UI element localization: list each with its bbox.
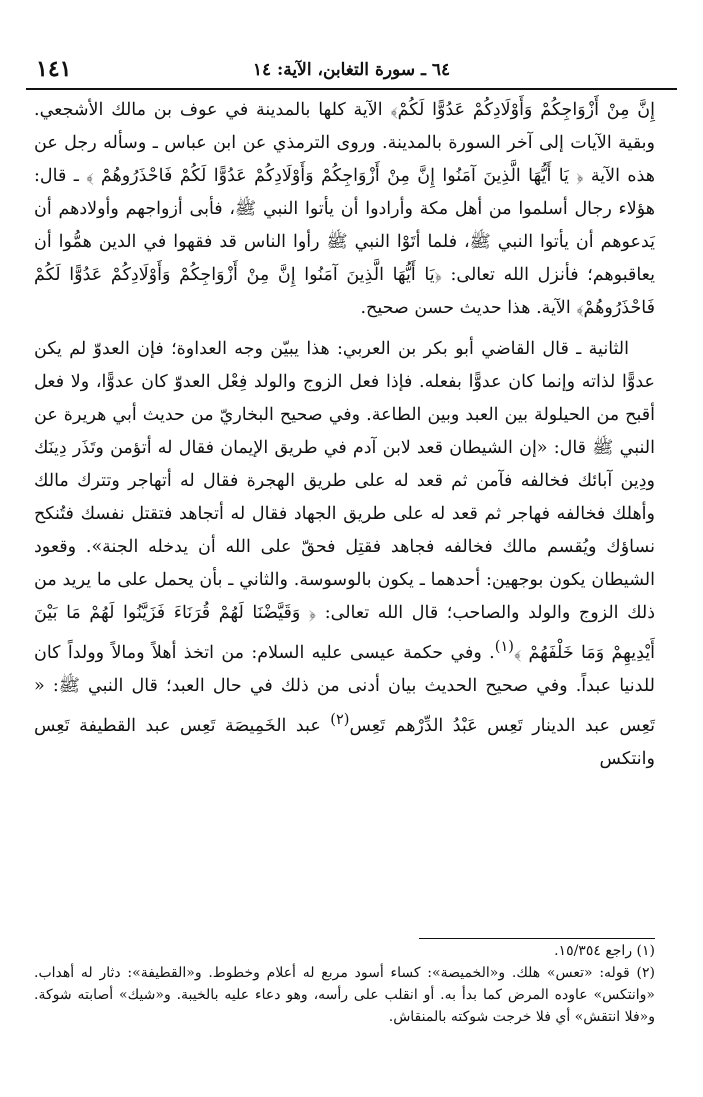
paragraph-2-end: عبد الخَمِيصَة تَعِس عبد القطيفة تَعِس وانتكس <box>34 715 655 769</box>
paragraph-2-continued: . وفي حكمة عيسى عليه السلام: من اتخذ أهلاً ومالاً وولداً كان للدنيا عبداً. وفي صحيح الحديث بيان أدنى من ذلك في حال العبد؛ قال النبي ﷺ: « تَعِس عبد الدينار تَعِس عَبْدُ الدِّرْهم تَعِس <box>34 642 655 736</box>
page-number: ١٤١ <box>36 56 72 82</box>
paragraph-2-text: الثانية ـ قال القاضي أبو بكر بن العربي: هذا يبيّن وجه العداوة؛ فإن العدوّ لم يكن عدوًّا لذاته وإنما كان عدوًّا بفعله. فإذا فعل الزوج والولد فِعْل العدوّ كان عدوًّا، ولا فعل أقبح من الحيلولة بين العبد وبين الطاعة. وفي صحيح البخاريّ من حديث أبي هريرة عن النبي ﷺ قال: «إن الشيطان قعد لابن آدم في طريق الإيمان فقال له أتؤمن وتَذَر دِينَك ودِين آبائك فخالفه فآمن ثم قعد له على طريق الهجرة فقال له أتهاجر وتترك مالك وأهلك فخالفه فهاجر ثم قعد له على طريق الجهاد فقال له أتجاهد فتقتل نفسك فتُنكح نساؤك ويُقسم مالك فخالفه فجاهد فقتِل فحقّ على الله أن يدخله الجنة». وقعود الشيطان يكون بوجهين: أحدهما ـ يكون بالوسوسة. والثاني ـ بأن يحمل على ما يريد من ذلك الزوج والولد والصاحب؛ قال الله تعالى: ﴿ وَقَيَّضْنَا لَهُمْ قُرَنَاءَ فَزَيَّنُوا لَهُمْ مَا بَيْنَ أَيْدِيهِمْ وَمَا خَلْفَهُمْ ﴾ <box>34 339 655 663</box>
running-title: ٦٤ ـ سورة التغابن، الآية: ١٤ <box>252 60 451 80</box>
footnotes <box>34 940 655 1028</box>
paragraph-1: إِنَّ مِنْ أَزْوَاجِكُمْ وَأَوْلَادِكُمْ عَدُوًّا لَكُمْ﴾ الآية كلها بالمدينة في عوف بن مالك الأشجعي. وبقية الآيات إلى آخر السورة بالمدينة. وروى الترمذي عن ابن عباس ـ وسأله رجل عن هذه الآية ﴿ يَا أَيُّهَا الَّذِينَ آمَنُوا إِنَّ مِنْ أَزْوَاجِكُمْ وَأَوْلَادِكُمْ عَدُوًّا لَكُمْ فَاحْذَرُوهُمْ ﴾ ـ قال: هؤلاء رجال أسلموا من أهل مكة وأرادوا أن يأتوا النبي ﷺ، فأبى أزواجهم وأولادهم أن يَدعوهم أن يأتوا النبي ﷺ، فلما أتَوْا النبي ﷺ رأوا الناس قد فقهوا في الدين همُّوا أن يعاقبوهم؛ فأنزل الله تعالى: ﴿يَا أَيُّهَا الَّذِينَ آمَنُوا إِنَّ مِنْ أَزْوَاجِكُمْ وَأَوْلَادِكُمْ عَدُوًّا لَكُمْ فَاحْذَرُوهُمْ﴾ الآية. هذا حديث حسن صحيح. <box>34 100 655 318</box>
footnote-1: (١) راجع ١٥/٣٥٤. <box>554 943 655 959</box>
footnote-ref-2: (٢) <box>330 710 350 728</box>
page-header <box>26 52 677 84</box>
main-text <box>34 94 655 776</box>
footnote-2: (٢) قوله: «تعس» هلك. و«الخميصة»: كساء أسود مربع له أعلام وخطوط. و«القطيفة»: دثار له أهداب. «وانتكس» عاوده المرض كما بدأ به. أو انقلب على رأسه، وهو دعاء عليه بالخيبة. و«شيك» أصابته شوكة. و«فلا انتقش» أي فلا خرجت شوكته بالمنقاش. <box>34 965 655 1025</box>
footnote-rule <box>419 938 655 939</box>
header-rule <box>26 88 677 90</box>
paragraph-2 <box>34 333 655 776</box>
footnote-ref-1: (١) <box>494 638 514 655</box>
